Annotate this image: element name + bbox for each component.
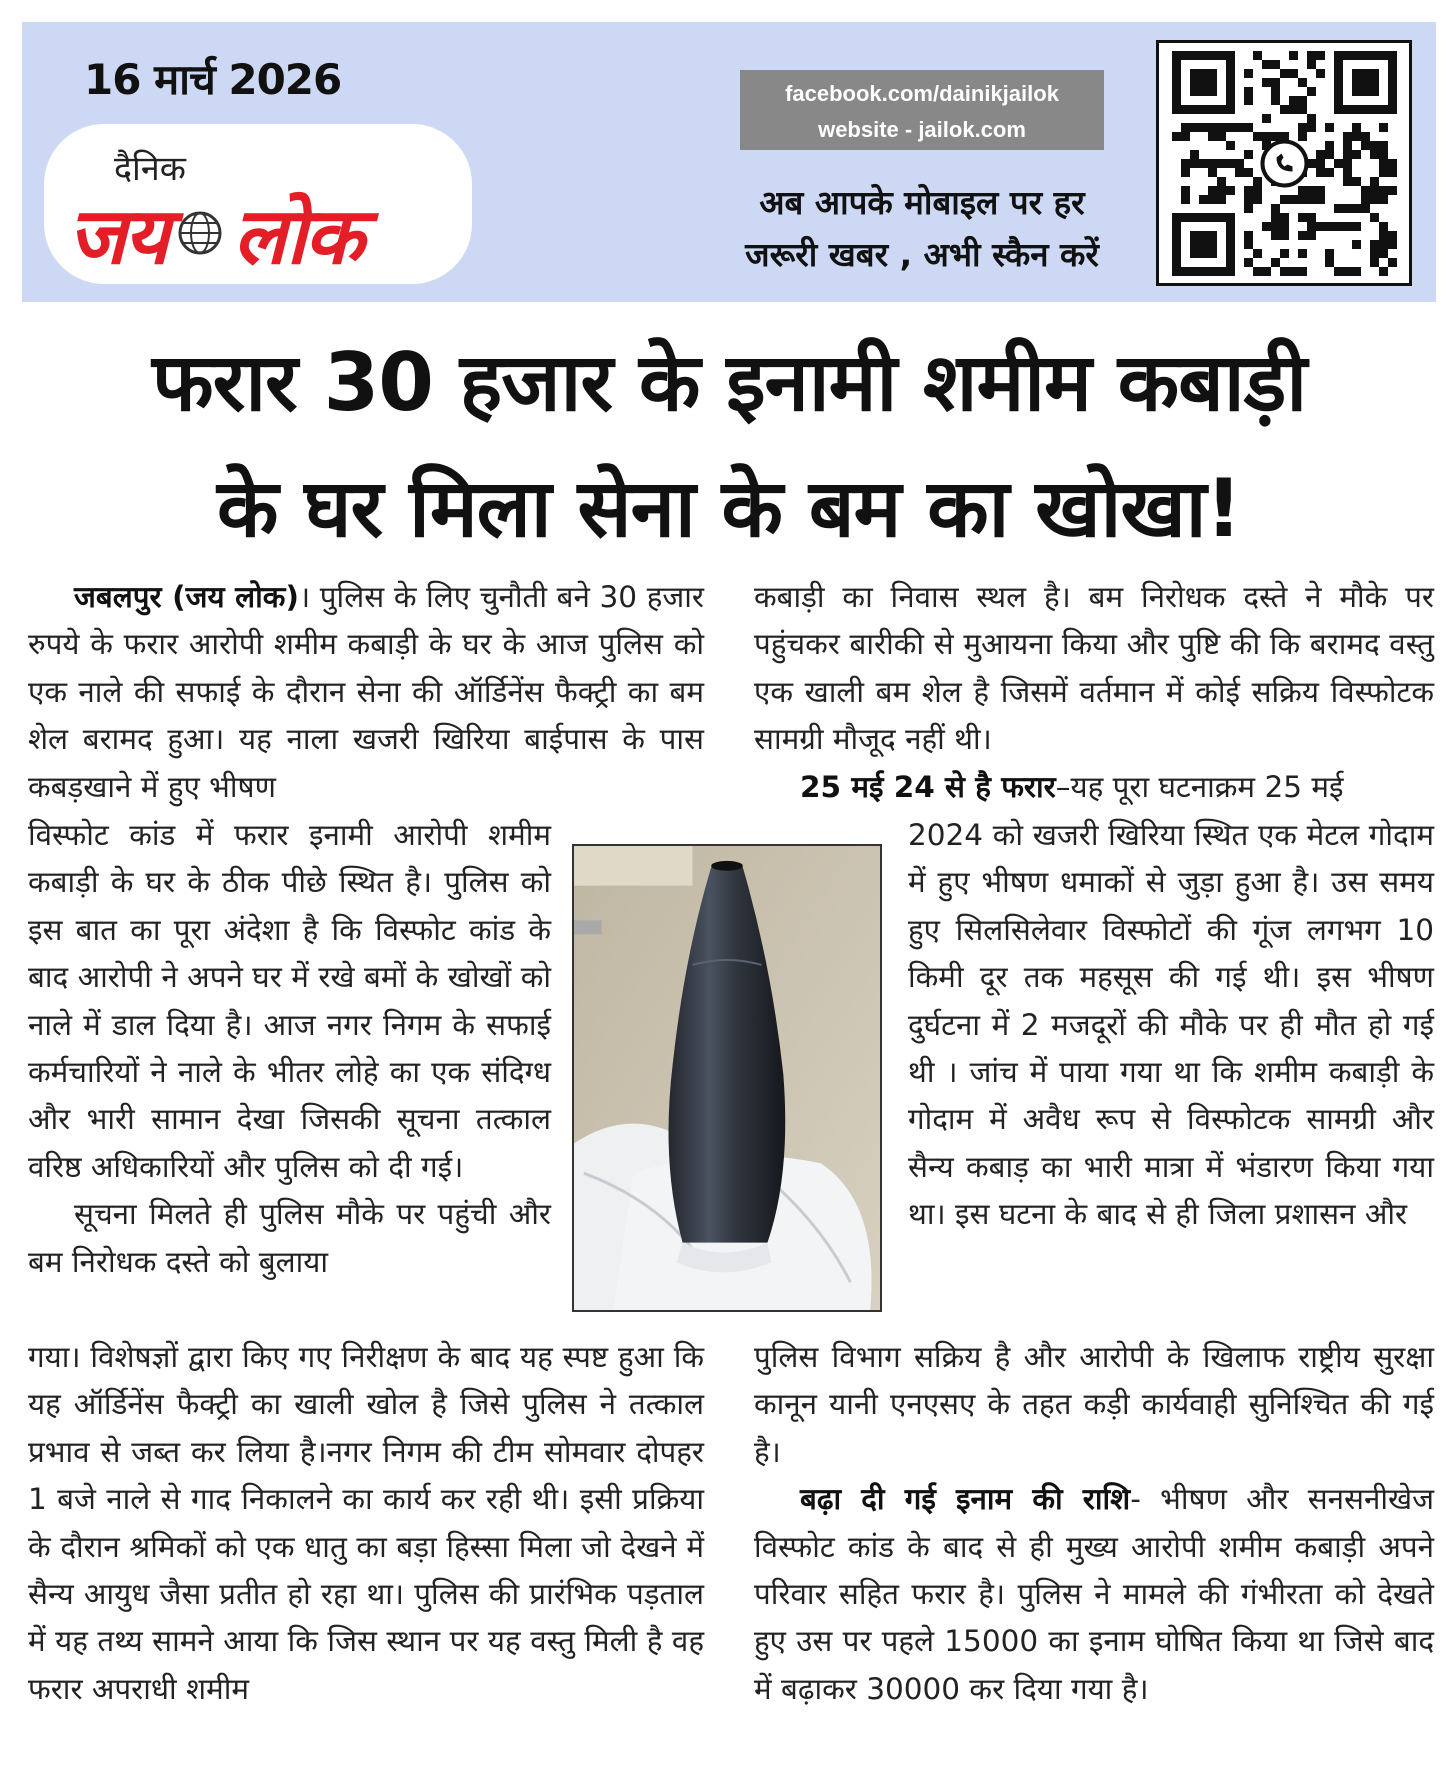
newspaper-logo <box>44 124 472 284</box>
article-paragraph: विस्फोट कांड में फरार इनामी आरोपी शमीम कबाड़ी के घर के ठीक पीछे स्थित है। पुलिस को इस बात का पूरा अंदेशा है कि विस्फोट कांड के बाद आरोपी ने अपने घर में रखे बमों के खोखों को नाले में डाल दिया है। आज नगर निगम के सफाई कर्मचारियों ने नाले के भीतर लोहे का एक संदिग्ध और भारी सामान देखा जिसकी सूचना तत्काल वरिष्ठ अधिकारियों और पुलिस को दी गई। <box>28 818 551 1184</box>
logo-main-text <box>68 180 468 286</box>
article-text: । पुलिस के लिए चुनौती बने 30 हजार रुपये के फरार आरोपी शमीम कबाड़ी के घर के आज पुलिस को एक नाले की सफाई के दौरान सेना की ऑर्डिनेंस फैक्ट्री का बम शेल बरामद हुआ। यह नाला खजरी खिरिया बाईपास के पास कबड़खाने में हुए भीषण <box>28 580 704 804</box>
article-left-top <box>28 574 704 811</box>
bomb-shell-photo <box>572 844 882 1312</box>
article-paragraph: 2024 को खजरी खिरिया स्थित एक मेटल गोदाम में हुए भीषण धमाकों से जुड़ा हुआ है। उस समय हुए सिलसिलेवार विस्फोटों की गूंज लगभग 10 किमी दूर तक महसूस की गई थी। इस भीषण दुर्घटना में 2 मजदूरों की मौके पर ही मौत हो गई थी । जांच में पाया गया था कि शमीम कबाड़ी के गोदाम में अवैध रूप से विस्फोटक सामग्री और सैन्य कबाड़ का भारी मात्रा में भंडारण किया गया था। इस घटना के बाद से ही जिला प्रशासन और <box>908 818 1434 1232</box>
bomb-shell-icon <box>574 846 880 1310</box>
subheading: 25 मई 24 से है फरार <box>800 769 1056 804</box>
article-paragraph: गया। विशेषज्ञों द्वारा किए गए निरीक्षण के बाद यह स्पष्ट हुआ कि यह ऑर्डिनेंस फैक्ट्री का खाली खोल है जिसे पुलिस ने तत्काल प्रभाव से जब्त कर लिया है।नगर निगम की टीम सोमवार दोपहर 1 बजे नाले से गाद निकालने का कार्य कर रही थी। इसी प्रक्रिया के दौरान श्रमिकों को एक धातु का बड़ा हिस्सा मिला जो देखने में सैन्य आयुध जैसा प्रतीत हो रहा था। पुलिस की प्रारंभिक पड़ताल में यह तथ्य सामने आया कि जिस स्थान पर यह वस्तु मिली है वह फरार अपराधी शमीम <box>28 1340 704 1706</box>
whatsapp-icon <box>1263 142 1307 186</box>
scan-line-2: जरूरी खबर , अभी स्कैन करें <box>745 235 1099 274</box>
article-text: - भीषण और सनसनीखेज विस्फोट कांड के बाद से ही मुख्य आरोपी शमीम कबाड़ी अपने परिवार सहित फरार है। पुलिस ने मामले की गंभीरता को देखते हुए उस पर पहले 15000 का इनाम घोषित किया था जिसे बाद में बढ़ाकर 30000 कर दिया गया है। <box>754 1482 1435 1706</box>
logo-small-text: दैनिक <box>114 149 186 189</box>
qr-code-icon[interactable] <box>1156 40 1412 286</box>
globe-icon <box>177 210 223 256</box>
logo-word-jay: जय <box>68 192 168 282</box>
headline-line-2: के घर मिला सेना के बम का खोखा! <box>216 462 1242 555</box>
issue-date: 16 मार्च 2026 <box>84 55 342 104</box>
article-paragraph: पुलिस विभाग सक्रिय है और आरोपी के खिलाफ राष्ट्रीय सुरक्षा कानून यानी एनएसए के तहत कड़ी कार्यवाही सुनिश्चित की गई है। <box>754 1340 1434 1469</box>
social-links <box>740 70 1104 150</box>
scan-line-1: अब आपके मोबाइल पर हर <box>759 183 1085 222</box>
article-paragraph: कबाड़ी का निवास स्थल है। बम निरोधक दस्ते ने मौके पर पहुंचकर बारीकी से मुआयना किया और पुष्टि की कि बरामद वस्तु एक खाली बम शेल है जिसमें वर्तमान में कोई सक्रिय विस्फोटक सामग्री मौजूद नहीं थी। <box>754 580 1434 757</box>
headline <box>22 320 1436 572</box>
article-right-mid <box>908 812 1434 1239</box>
masthead <box>22 22 1436 302</box>
article-right-top <box>754 574 1434 811</box>
article-text: –यह पूरा घटनाक्रम 25 मई <box>1055 769 1344 804</box>
headline-line-1: फरार 30 हजार के इनामी शमीम कबाड़ी <box>151 336 1307 429</box>
scan-prompt <box>712 177 1132 281</box>
article-left-mid <box>28 812 551 1286</box>
subheading: बढ़ा दी गई इनाम की राशि <box>800 1482 1131 1517</box>
article-left-bottom <box>28 1334 704 1713</box>
dateline: जबलपुर (जय लोक) <box>74 580 299 614</box>
article-paragraph: सूचना मिलते ही पुलिस मौके पर पहुंची और बम निरोधक दस्ते को बुलाया <box>28 1197 551 1279</box>
facebook-link[interactable]: facebook.com/dainikjailok <box>785 81 1059 106</box>
article-right-bottom <box>754 1334 1434 1713</box>
qr-code-graphic <box>1159 43 1409 283</box>
website-link[interactable]: website - jailok.com <box>818 117 1026 142</box>
logo-word-lok: लोक <box>233 192 363 282</box>
